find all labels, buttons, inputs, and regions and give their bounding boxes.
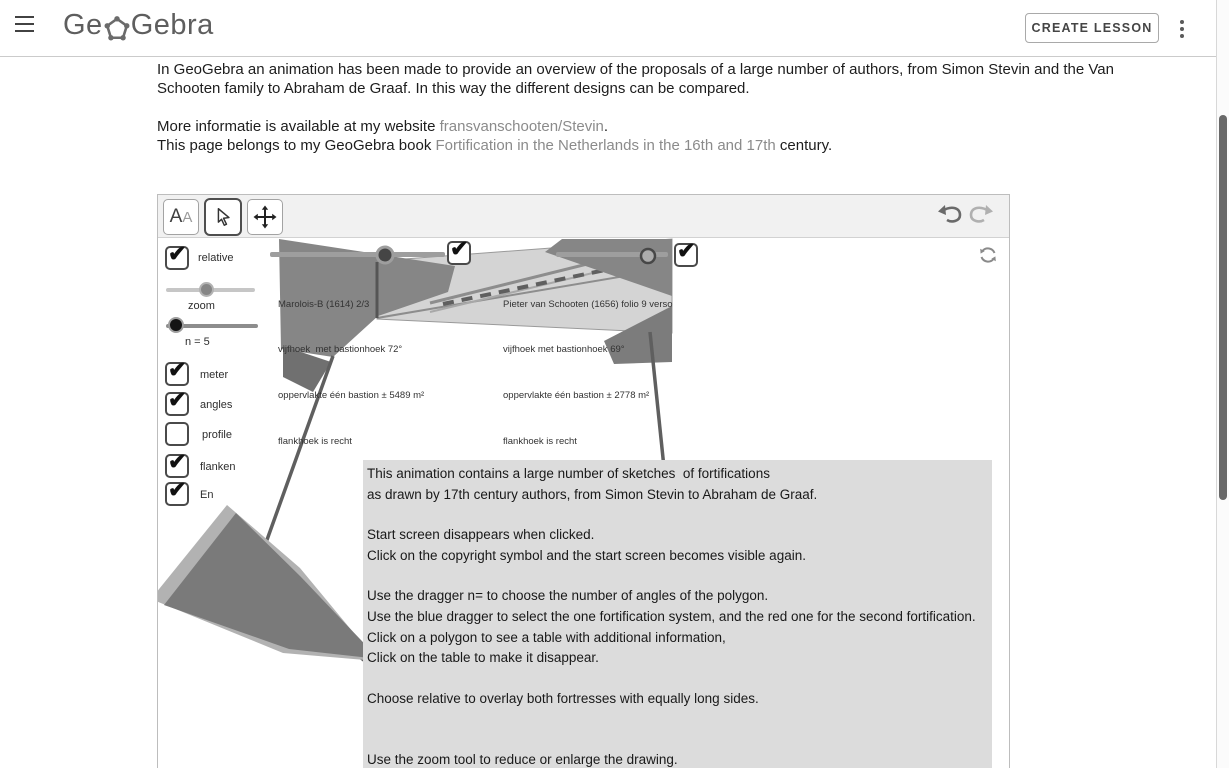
- more-options-icon[interactable]: [1176, 17, 1188, 41]
- text-tool-label-large: A: [169, 206, 183, 227]
- logo-text-suffix: Gebra: [130, 9, 214, 41]
- flanken-checkbox[interactable]: [165, 449, 189, 478]
- bastion-polygon[interactable]: [164, 513, 379, 659]
- check-mark: ✔: [677, 238, 696, 263]
- check-mark: ✔: [168, 357, 187, 382]
- left-fortification-label: [278, 266, 424, 480]
- move-icon: [253, 205, 277, 229]
- create-lesson-button[interactable]: CREATE LESSON: [1025, 13, 1159, 43]
- check-mark: ✔: [168, 241, 187, 266]
- instruction-line: Use the dragger n= to choose the number of angles of the polygon.: [367, 588, 769, 604]
- right-fortification-label: [503, 266, 673, 480]
- angles-checkbox[interactable]: [165, 387, 189, 416]
- flanken-label: flanken: [200, 461, 236, 473]
- label-line: oppervlakte één bastion ± 2778 m²: [503, 390, 650, 402]
- profile-label: profile: [202, 429, 232, 441]
- instruction-line: This animation contains a large number of sketches of fortifications: [367, 466, 770, 481]
- label-line: oppervlakte één bastion ± 5489 m²: [278, 390, 425, 402]
- instruction-line: Click on the copyright symbol and the start screen becomes visible again.: [367, 547, 806, 563]
- header: [0, 0, 1216, 57]
- label-line: Marolois-B (1614) 2/3: [278, 298, 370, 310]
- profile-checkbox[interactable]: [165, 422, 189, 446]
- instructions-paragraph: [367, 750, 992, 768]
- more-prefix: More informatie is available at my website: [157, 118, 440, 135]
- instructions-paragraph: [367, 586, 992, 668]
- intro-paragraph-line2: Schooten family to Abraham de Graaf. In this way the different designs can be compared.: [157, 80, 750, 97]
- instructions-paragraph: [367, 689, 992, 710]
- page-scrollbar[interactable]: [1216, 0, 1229, 768]
- redo-icon: [967, 202, 995, 226]
- instructions-paragraph: [367, 464, 992, 505]
- geogebra-logo[interactable]: [63, 9, 214, 42]
- book-suffix: century.: [775, 137, 833, 154]
- select-tool-button[interactable]: [204, 198, 242, 236]
- instructions-paragraph: [367, 525, 992, 566]
- zoom-slider-thumb[interactable]: [199, 282, 214, 297]
- label-line: vijfhoek met bastionhoek 69°: [503, 344, 625, 356]
- refresh-icon: [978, 245, 998, 265]
- undo-button[interactable]: [935, 202, 964, 229]
- graphics-view[interactable]: [158, 238, 1009, 768]
- meter-checkbox[interactable]: [165, 357, 189, 386]
- instruction-line: as drawn by 17th century authors, from Simon Stevin to Abraham de Graaf.: [367, 486, 818, 502]
- book-prefix: This page belongs to my GeoGebra book: [157, 137, 436, 154]
- intro-more-line: [157, 117, 608, 136]
- en-checkbox[interactable]: [165, 477, 189, 506]
- fortification-left-checkbox[interactable]: [447, 238, 471, 265]
- menu-icon[interactable]: [15, 16, 34, 32]
- cursor-icon: [212, 206, 234, 228]
- fortification-slider-thumb-left[interactable]: [377, 247, 393, 263]
- instruction-line: Use the zoom tool to reduce or enlarge the drawing.: [367, 752, 678, 768]
- en-label: En: [200, 489, 214, 501]
- start-screen-panel[interactable]: [363, 460, 992, 768]
- instruction-line: Click on a polygon to see a table with additional information,: [367, 629, 726, 645]
- check-mark: ✔: [168, 387, 187, 412]
- book-link[interactable]: Fortification in the Netherlands in the 16th and 17th: [435, 137, 776, 154]
- intro-book-line: [157, 136, 832, 155]
- instruction-line: Start screen disappears when clicked.: [367, 527, 595, 543]
- logo-text-prefix: Ge: [63, 9, 103, 41]
- reset-button[interactable]: [977, 245, 999, 267]
- more-suffix: .: [603, 118, 609, 135]
- instruction-line: Choose relative to overlay both fortresses with equally long sides.: [367, 690, 759, 706]
- instruction-line: Use the blue dragger to select the one fortification system, and the red one for the second fortification.: [367, 608, 976, 624]
- meter-label: meter: [200, 369, 229, 381]
- label-line: flankhoek is recht: [503, 436, 577, 448]
- label-line: vijfhoek met bastionhoek 72°: [278, 344, 403, 356]
- website-link[interactable]: fransvanschooten/Stevin: [439, 118, 604, 135]
- n-slider-label: n = 5: [185, 336, 210, 348]
- check-mark: ✔: [168, 449, 187, 474]
- check-mark: ✔: [450, 238, 469, 261]
- check-mark: ✔: [168, 477, 187, 502]
- relative-checkbox[interactable]: [165, 241, 189, 270]
- relative-label: relative: [198, 252, 234, 264]
- scrollbar-thumb[interactable]: [1219, 115, 1227, 500]
- text-tool-label-small: A: [182, 208, 193, 226]
- fortification-slider-thumb-right[interactable]: [641, 249, 655, 263]
- intro-paragraph-line1: In GeoGebra an animation has been made to provide an overview of the proposals of a large number of authors, from Simon Stevin and the Van: [157, 61, 1114, 78]
- move-tool-button[interactable]: [247, 199, 283, 235]
- instruction-line: Click on the table to make it disappear.: [367, 650, 599, 666]
- geogebra-applet: [157, 194, 1010, 768]
- text-size-tool-button[interactable]: [163, 199, 199, 235]
- fortification-right-checkbox[interactable]: [674, 238, 698, 267]
- label-line: Pieter van Schooten (1656) folio 9 verso: [503, 298, 673, 310]
- angles-label: angles: [200, 399, 233, 411]
- undo-icon: [936, 202, 964, 226]
- pentagon-icon: [104, 15, 130, 41]
- label-line: flankhoek is recht: [278, 436, 352, 448]
- n-slider-thumb[interactable]: [168, 317, 184, 333]
- fortification-slider-track-left[interactable]: [270, 252, 445, 257]
- applet-toolbar: [158, 195, 1009, 238]
- redo-button[interactable]: [966, 202, 995, 229]
- zoom-slider-label: zoom: [188, 300, 215, 312]
